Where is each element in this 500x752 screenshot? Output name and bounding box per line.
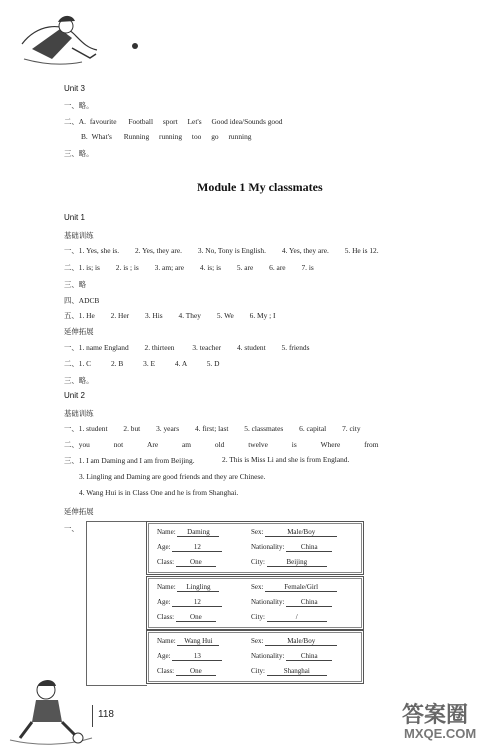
unit3-line3 <box>81 132 251 141</box>
unit1-e3: 三、略。 <box>64 376 94 385</box>
card-class-value: One <box>176 667 216 676</box>
answer: 4. They <box>178 311 201 320</box>
card-age-value: 13 <box>172 652 222 661</box>
card-class-row <box>157 613 216 622</box>
answer: 5. D <box>206 359 220 368</box>
label: Nationality: <box>251 652 285 660</box>
card-sex-value: Male/Boy <box>265 637 337 646</box>
watermark-url: MXQE.COM <box>404 726 477 741</box>
unit2-ext-num: 一、 <box>64 524 79 533</box>
card-sex-value: Female/Girl <box>265 583 337 592</box>
card-nat-value: China <box>286 652 332 661</box>
card-class-value: One <box>176 613 216 622</box>
card-age-value: 12 <box>172 598 222 607</box>
answer: 2. Her <box>110 311 130 320</box>
unit1-e2 <box>64 358 219 369</box>
info-card-lingling <box>146 576 364 630</box>
answer: am <box>182 440 192 449</box>
card-city-value: Beijing <box>267 558 327 567</box>
page-number-rule <box>92 705 93 727</box>
answer: 二、1. is; is <box>64 263 100 272</box>
label: Sex: <box>251 583 264 591</box>
answer: 5. are <box>236 263 254 272</box>
answer: Good idea/Sounds good <box>211 117 283 126</box>
answer: 一、1. name England <box>64 343 129 352</box>
card-nat-row <box>251 598 332 607</box>
answer: running <box>228 132 252 141</box>
label: Nationality: <box>251 543 285 551</box>
card-name-value: Lingling <box>177 583 219 592</box>
card-city-row <box>251 667 327 676</box>
label: Class: <box>157 613 175 621</box>
label: Nationality: <box>251 598 285 606</box>
unit1-basic-label: 基础训练 <box>64 231 94 240</box>
card-sex-value: Male/Boy <box>265 528 337 537</box>
answer: Are <box>147 440 159 449</box>
answer: sport <box>162 117 178 126</box>
unit1-q2 <box>64 262 314 273</box>
answer: 4. first; last <box>194 424 229 433</box>
card-name-row <box>157 528 219 537</box>
answer: 6. capital <box>299 424 327 433</box>
header-illustration <box>12 4 202 74</box>
unit3-line1: 一、略。 <box>64 101 94 110</box>
answer: is <box>291 440 297 449</box>
unit1-e1 <box>64 342 309 353</box>
label: Sex: <box>251 528 264 536</box>
answer: 3. teacher <box>192 343 222 352</box>
answer: 二、1. C <box>64 359 92 368</box>
unit2-q3c: 3. Lingling and Daming are good friends and they are Chinese. <box>79 472 266 481</box>
answer: 7. city <box>342 424 361 433</box>
unit2-ext-label: 延伸拓展 <box>64 507 94 516</box>
answer: 一、1. student <box>64 424 108 433</box>
card-age-row <box>157 598 222 607</box>
label: Sex: <box>251 637 264 645</box>
card-name-value: Daming <box>177 528 219 537</box>
card-class-row <box>157 667 216 676</box>
info-card-wang-hui <box>146 630 364 684</box>
unit2-q3a: 三、1. I am Daming and I am from Beijing. <box>64 456 195 465</box>
unit3-line2 <box>64 116 282 127</box>
unit2-basic-label: 基础训练 <box>64 409 94 418</box>
label: City: <box>251 558 266 566</box>
answer: not <box>113 440 124 449</box>
answer: 2. is ; is <box>115 263 139 272</box>
answer: from <box>364 440 379 449</box>
label: Age: <box>157 598 171 606</box>
answer: Let's <box>187 117 202 126</box>
answer: What's <box>91 132 112 141</box>
unit2-q2 <box>64 439 379 450</box>
answer: 2. B <box>110 359 124 368</box>
answer: 6. My ; I <box>249 311 276 320</box>
unit3-heading: Unit 3 <box>64 84 85 93</box>
card-age-row <box>157 543 222 552</box>
page-number: 118 <box>98 709 114 720</box>
card-name-row <box>157 583 219 592</box>
answer: favourite <box>89 117 117 126</box>
card-nat-value: China <box>286 543 332 552</box>
unit2-q3d: 4. Wang Hui is in Class One and he is from Shanghai. <box>79 488 239 497</box>
answer: 五、1. He <box>64 311 95 320</box>
label: Class: <box>157 558 175 566</box>
card-city-value: / <box>267 613 327 622</box>
answer: 3. years <box>156 424 180 433</box>
unit1-q5 <box>64 310 276 321</box>
answer: 5. We <box>216 311 234 320</box>
unit1-q1 <box>64 245 379 256</box>
answer: 2. but <box>123 424 141 433</box>
unit2-heading: Unit 2 <box>64 391 85 400</box>
answer: running <box>159 132 183 141</box>
answer: 3. E <box>143 359 156 368</box>
card-nat-row <box>251 652 332 661</box>
answer: 4. is; is <box>199 263 222 272</box>
card-nat-value: China <box>286 598 332 607</box>
answer: Where <box>320 440 341 449</box>
label: City: <box>251 667 266 675</box>
answer: 5. classmates <box>244 424 284 433</box>
answer: old <box>214 440 225 449</box>
card-class-row <box>157 558 216 567</box>
answer: 2. thirteen <box>144 343 175 352</box>
label: Name: <box>157 583 176 591</box>
answer: 6. are <box>269 263 286 272</box>
answer: 二、you <box>64 440 90 449</box>
answer: 3. No, Tony is English. <box>197 246 266 255</box>
answer: 5. He is 12. <box>344 246 379 255</box>
unit3-line3-prefix: B. <box>81 132 88 141</box>
answer: 4. A <box>174 359 187 368</box>
answer: 一、1. Yes, she is. <box>64 246 120 255</box>
card-age-value: 12 <box>172 543 222 552</box>
unit1-ext-label: 延伸拓展 <box>64 327 94 336</box>
answer: 4. Yes, they are. <box>281 246 329 255</box>
unit3-line2-prefix: 二、A. <box>64 117 86 126</box>
card-city-row <box>251 558 327 567</box>
answer: 3. am; are <box>154 263 184 272</box>
card-age-row <box>157 652 222 661</box>
label: Class: <box>157 667 175 675</box>
answer: 7. is <box>301 263 314 272</box>
label: Name: <box>157 637 176 645</box>
card-sex-row <box>251 528 337 537</box>
answer: twelve <box>248 440 268 449</box>
answer: Running <box>123 132 150 141</box>
card-name-value: Wang Hui <box>177 637 219 646</box>
unit3-line4: 三、略。 <box>64 149 94 158</box>
card-city-row <box>251 613 327 622</box>
card-city-value: Shanghai <box>267 667 327 676</box>
unit1-q3: 三、略 <box>64 280 87 289</box>
card-sex-row <box>251 583 337 592</box>
unit2-q1 <box>64 423 361 434</box>
watermark-logo: 答案圈 <box>402 702 469 727</box>
answer: 4. student <box>236 343 266 352</box>
unit1-heading: Unit 1 <box>64 213 85 222</box>
answer: go <box>211 132 219 141</box>
label: Age: <box>157 543 171 551</box>
card-sex-row <box>251 637 337 646</box>
answer: 3. His <box>145 311 163 320</box>
answer: 5. friends <box>281 343 310 352</box>
module-title: Module 1 My classmates <box>197 180 323 194</box>
unit1-q4: 四、ADCB <box>64 296 100 305</box>
card-name-row <box>157 637 219 646</box>
answer: too <box>191 132 202 141</box>
answer: 2. Yes, they are. <box>134 246 182 255</box>
card-class-value: One <box>176 558 216 567</box>
answer: Football <box>128 117 154 126</box>
unit2-q3b: 2. This is Miss Li and she is from England. <box>222 455 350 464</box>
cards-frame <box>86 521 147 686</box>
footer-illustration <box>6 676 96 748</box>
info-card-daming <box>146 521 364 575</box>
label: Age: <box>157 652 171 660</box>
label: Name: <box>157 528 176 536</box>
label: City: <box>251 613 266 621</box>
card-nat-row <box>251 543 332 552</box>
